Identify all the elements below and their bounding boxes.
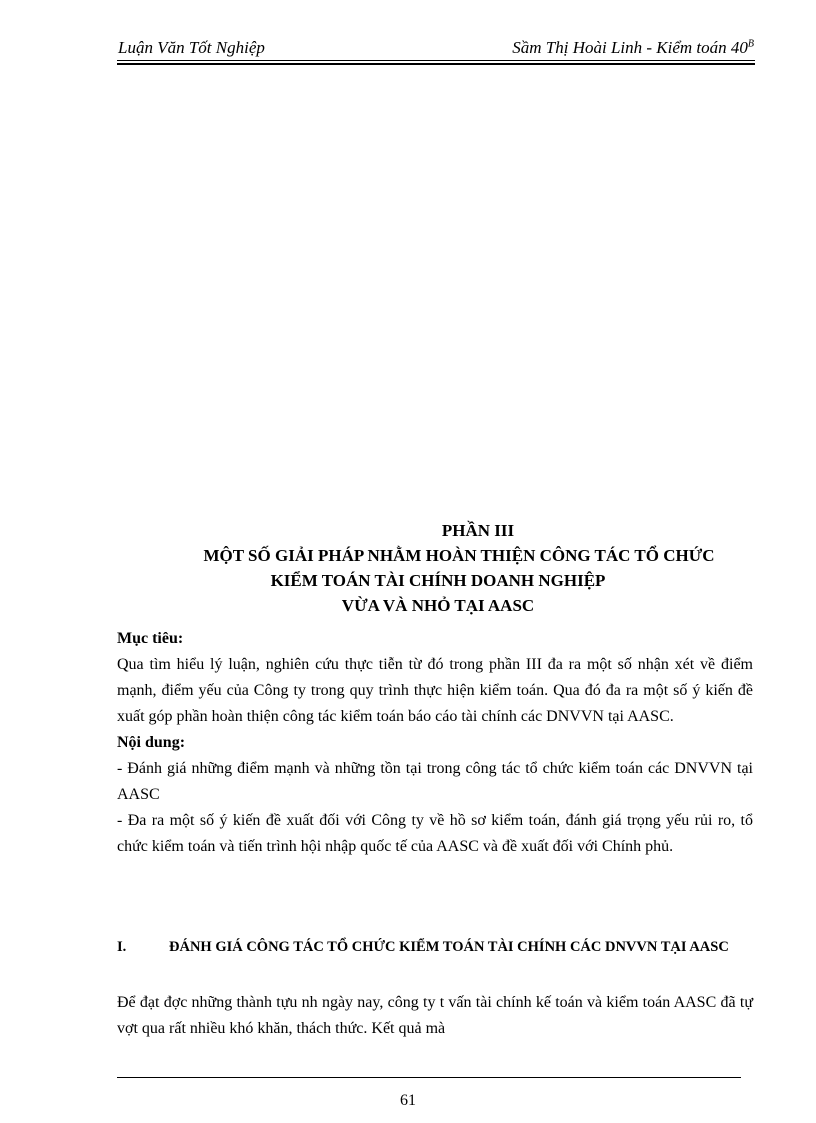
- page-number: 61: [400, 1092, 416, 1109]
- section-i-number: I.: [117, 939, 127, 955]
- header-author: [512, 38, 754, 58]
- part-number: PHẦN III: [441, 521, 515, 540]
- part-title-line1: MỘT SỐ GIẢI PHÁP NHẰM HOÀN THIỆN CÔNG TÁC TỔ CHỨC: [203, 546, 715, 565]
- objectives-title: Mục tiêu:: [117, 630, 184, 647]
- part-title-line2: KIỂM TOÁN TÀI CHÍNH DOANH NGHIỆP: [270, 571, 606, 590]
- header-author-sup: B: [747, 38, 754, 50]
- content-item-2: - Đa ra một số ý kiến đề xuất đối với Công ty về hồ sơ kiểm toán, đánh giá trọng yếu rủi ro, tổ chức kiểm toán và tiến trình hội nhập quốc tế của AASC và đề xuất đối với Chính phủ.: [117, 812, 753, 855]
- part-title-line3: VỪA VÀ NHỎ TẠI AASC: [341, 596, 535, 615]
- body-paragraph: Để đạt đợc những thành tựu nh ngày nay, công ty t vấn tài chính kế toán và kiểm toán AASC đã tự vợt qua rất nhiều khó khăn, thách thức. Kết quả mà: [117, 994, 753, 1037]
- objectives-text: Qua tìm hiểu lý luận, nghiên cứu thực tiễn từ đó trong phần III đa ra một số nhận xét về điểm mạnh, điểm yếu của Công ty trong quy trình thực hiện kiểm toán. Qua đó đa ra một số ý kiến đề xuất góp phần hoàn thiện công tác kiểm toán báo cáo tài chính các DNVVN tại AASC.: [117, 656, 753, 725]
- header-rule-thin: [117, 60, 755, 61]
- header-thesis-title: Luận Văn Tốt Nghiệp: [118, 38, 265, 57]
- objectives-section: [117, 626, 753, 860]
- content-item-1: - Đánh giá những điểm mạnh và những tồn tại trong công tác tổ chức kiểm toán các DNVVN tại AASC: [117, 760, 753, 803]
- header-rule-thick: [117, 63, 755, 65]
- section-i-title: ĐÁNH GIÁ CÔNG TÁC TỔ CHỨC KIỂM TOÁN TÀI CHÍNH CÁC DNVVN TẠI AASC: [169, 939, 729, 955]
- part-heading: [0, 518, 816, 618]
- footer-rule: [117, 1077, 741, 1078]
- header-author-text: Sầm Thị Hoài Linh - Kiểm toán 40: [512, 38, 748, 57]
- content-title: Nội dung:: [117, 734, 186, 751]
